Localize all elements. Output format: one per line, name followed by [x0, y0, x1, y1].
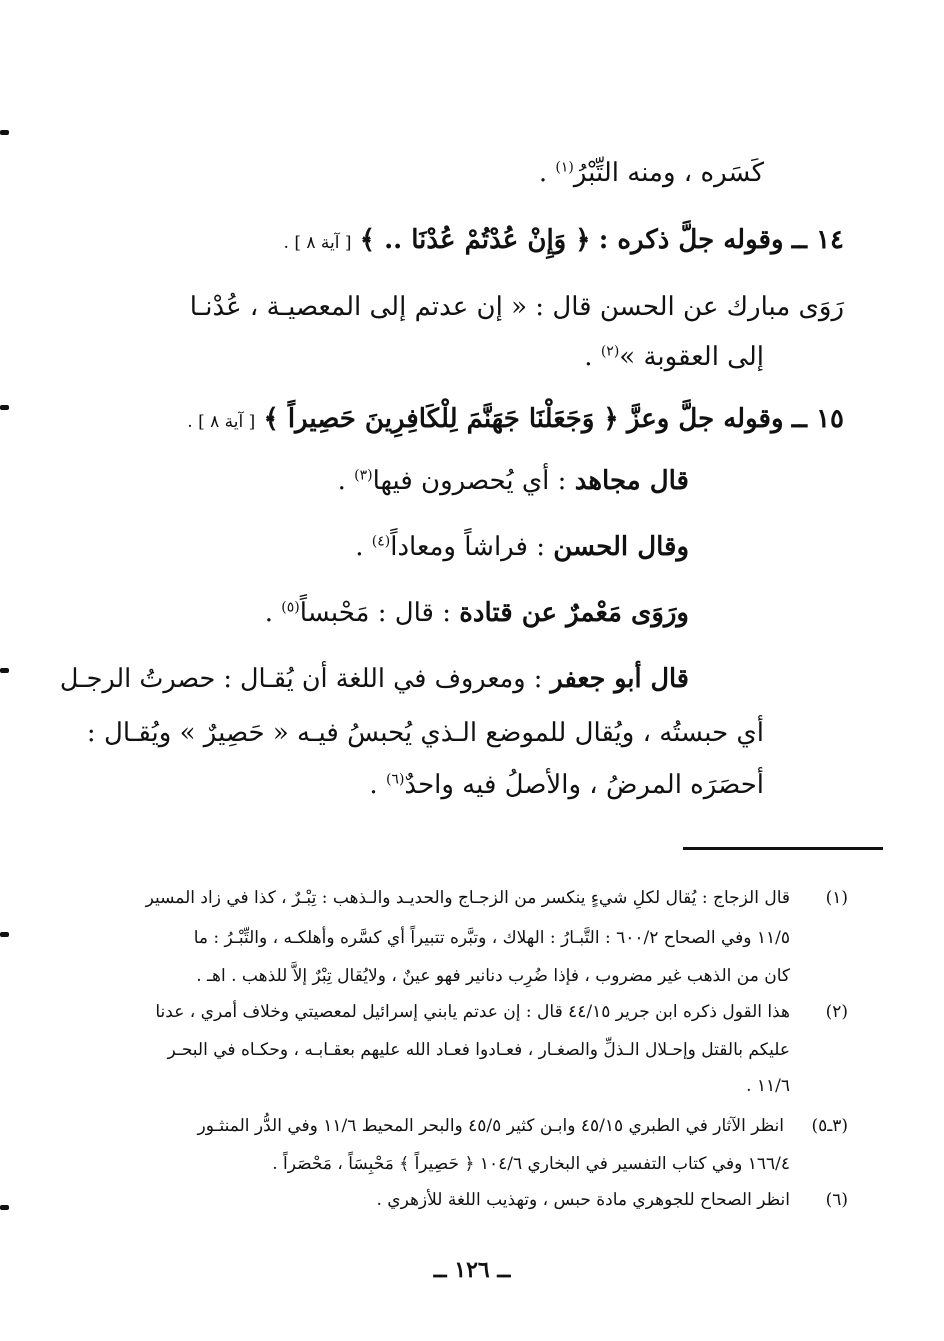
scan-mark	[0, 405, 9, 410]
quote-mujahid	[338, 466, 689, 497]
footnote-3-5-number-text: (٣ـ٥)	[811, 1116, 848, 1136]
scan-mark	[0, 668, 9, 673]
heading-15-lead: وقوله جلَّ وعزَّ	[626, 404, 784, 434]
quote-mujahid-end: .	[337, 466, 355, 496]
paragraph-4-line-b	[87, 718, 764, 749]
footnote-2-text-b: عليكم بالقتل وإحـلال الـذلِّ والصغـار ، فعـادوا فعـاد الله عليهم بعقـابـه ، وحكـاه في البحـر	[167, 1040, 790, 1060]
footnote-1-number-text: (١)	[825, 888, 848, 908]
heading-14-number: ١٤ ــ	[791, 225, 844, 255]
footnote-2-line-c	[746, 1076, 790, 1096]
paragraph-4-text-c: أحصَرَه المرضُ ، والأصلُ فيه واحدٌ	[404, 770, 764, 800]
footnote-2-number	[826, 1002, 848, 1022]
scan-mark	[0, 1205, 9, 1210]
quote-hasan-text: : فراشاً ومعاداً	[390, 532, 554, 562]
footnote-1-line-b	[194, 928, 790, 948]
quote-hasan	[355, 532, 689, 563]
footnote-3-5-line-a	[198, 1116, 784, 1136]
paragraph-4-line-c	[369, 770, 764, 801]
heading-15-number: ١٥ ــ	[791, 404, 844, 434]
footnote-1-line-a	[146, 888, 790, 908]
quote-mujahid-speaker: قال مجاهد	[574, 466, 689, 496]
paragraph-4-end: .	[369, 770, 386, 800]
footnote-3-5-text-a: انظر الآثار في الطبري ٤٥/١٥ وابـن كثير ٤٥/٥ والبحر المحيط ١١/٦ وفي الدُّر المنثـور	[197, 1116, 784, 1136]
footnote-ref-4: (٤)	[371, 533, 391, 550]
scan-mark	[0, 130, 9, 135]
quote-mujahid-text: : أي يُحصرون فيها	[372, 466, 575, 496]
heading-15	[187, 404, 844, 435]
footnote-2-number-text: (٢)	[825, 1002, 848, 1022]
footnote-2-text-a: هذا القول ذكره ابن جرير ٤٤/١٥ قال : إن عدتم يابني إسرائيل لمعصيتي وخلاف أمري ، عدنا	[155, 1002, 790, 1022]
heading-14	[284, 225, 844, 256]
paragraph-4-line-a	[60, 664, 689, 695]
footnote-ref-3: (٣)	[354, 467, 373, 484]
footnote-ref-1: (١)	[555, 159, 574, 176]
quote-mamar-speaker: ورَوَى مَعْمرٌ عن قتادة	[459, 598, 689, 628]
footnote-3-5-line-b	[272, 1154, 790, 1174]
footnote-3-5-text-b: ١٦٦/٤ وفي كتاب التفسير في البخاري ١٠٤/٦ ﴿ حَصِيراً ﴾ مَحْبِسَاً ، مَحْصَراً .	[272, 1154, 790, 1174]
scan-mark	[0, 932, 9, 937]
quote-hasan-end: .	[355, 532, 372, 562]
footnote-ref-5: (٥)	[281, 599, 300, 616]
paragraph-4-text-b: أي حبستُه ، ويُقال للموضع الـذي يُحبسُ فيـه « حَصِيرٌ » ويُقـال :	[86, 718, 764, 748]
quote-mamar-end: .	[264, 598, 282, 628]
paragraph-1-line-b	[584, 342, 764, 373]
quote-mamar-text: : قال : مَحْبساً	[299, 598, 460, 628]
page-number: ــ ١٢٦ ــ	[433, 1257, 511, 1283]
footnote-6-text-a: انظر الصحاح للجوهري مادة حبس ، وتهذيب اللغة للأزهري .	[376, 1190, 790, 1210]
line1-text: كَسَره ، ومنه التِّبْرُ	[573, 158, 764, 188]
heading-14-verse: ﴿ وَإِنْ عُدْتُمْ عُدْنَا .. ﴾	[359, 225, 591, 255]
footnote-ref-6: (٦)	[385, 771, 405, 788]
footnote-1-text-a: قال الزجاج : يُقال لكلِ شيءٍ ينكسر من الزجـاج والحديـد والـذهب : تِبْـرٌ ، كذا في زاد المسير	[145, 888, 790, 908]
heading-14-lead: وقوله جلَّ ذكره :	[598, 225, 784, 255]
heading-14-ref: [ آية ٨ ] .	[283, 233, 352, 253]
footnote-1-text-b: ١١/٥ وفي الصحاح ٦٠٠/٢ : التَّبـارُ : الهلاك ، وتبَّره تتبيراً أي كسَّره وأهلكـه ، والتِّبْـرُ : ما	[193, 928, 790, 948]
footnote-6-line-a	[376, 1190, 790, 1210]
footnote-6-number-text: (٦)	[825, 1190, 848, 1210]
paragraph-1-line-a	[190, 292, 844, 323]
footnote-6-number	[826, 1190, 848, 1210]
footnote-1-text-c: كان من الذهب غير مضروب ، فإذا ضُرِب دنانير فهو عينٌ ، ولايُقال تِبْرٌ إلاَّ للذهب . اهـ .	[196, 966, 790, 986]
quote-hasan-speaker: وقال الحسن	[553, 532, 689, 562]
footnote-1-number	[826, 888, 848, 908]
text-line-1	[539, 158, 764, 189]
paragraph-1-text-a: رَوَى مبارك عن الحسن قال : « إن عدتم إلى المعصيـة ، عُدْنـا	[189, 292, 844, 322]
heading-15-ref: [ آية ٨ ] .	[187, 412, 256, 432]
paragraph-4-text-a: : ومعروف في اللغة أن يُقـال : حصرتُ الرجـل	[59, 664, 551, 694]
footnote-separator	[683, 847, 883, 850]
heading-15-verse: ﴿ وَجَعَلْنَا جَهَنَّمَ لِلْكَافِرِينَ حَصِيراً ﴾	[263, 404, 619, 434]
footnote-ref-2: (٢)	[600, 343, 620, 360]
paragraph-4-speaker: قال أبو جعفر	[550, 664, 689, 694]
quote-mamar	[265, 598, 689, 629]
footnote-1-line-c	[196, 966, 790, 986]
footnote-2-text-c: ١١/٦ .	[746, 1076, 790, 1096]
footnote-2-line-a	[155, 1002, 790, 1022]
footnote-3-5-number	[811, 1116, 848, 1136]
line1-end: .	[538, 158, 556, 188]
footnote-2-line-b	[167, 1040, 790, 1060]
paragraph-1-end: .	[584, 342, 601, 372]
paragraph-1-text-b: إلى العقوبة »	[619, 342, 764, 372]
